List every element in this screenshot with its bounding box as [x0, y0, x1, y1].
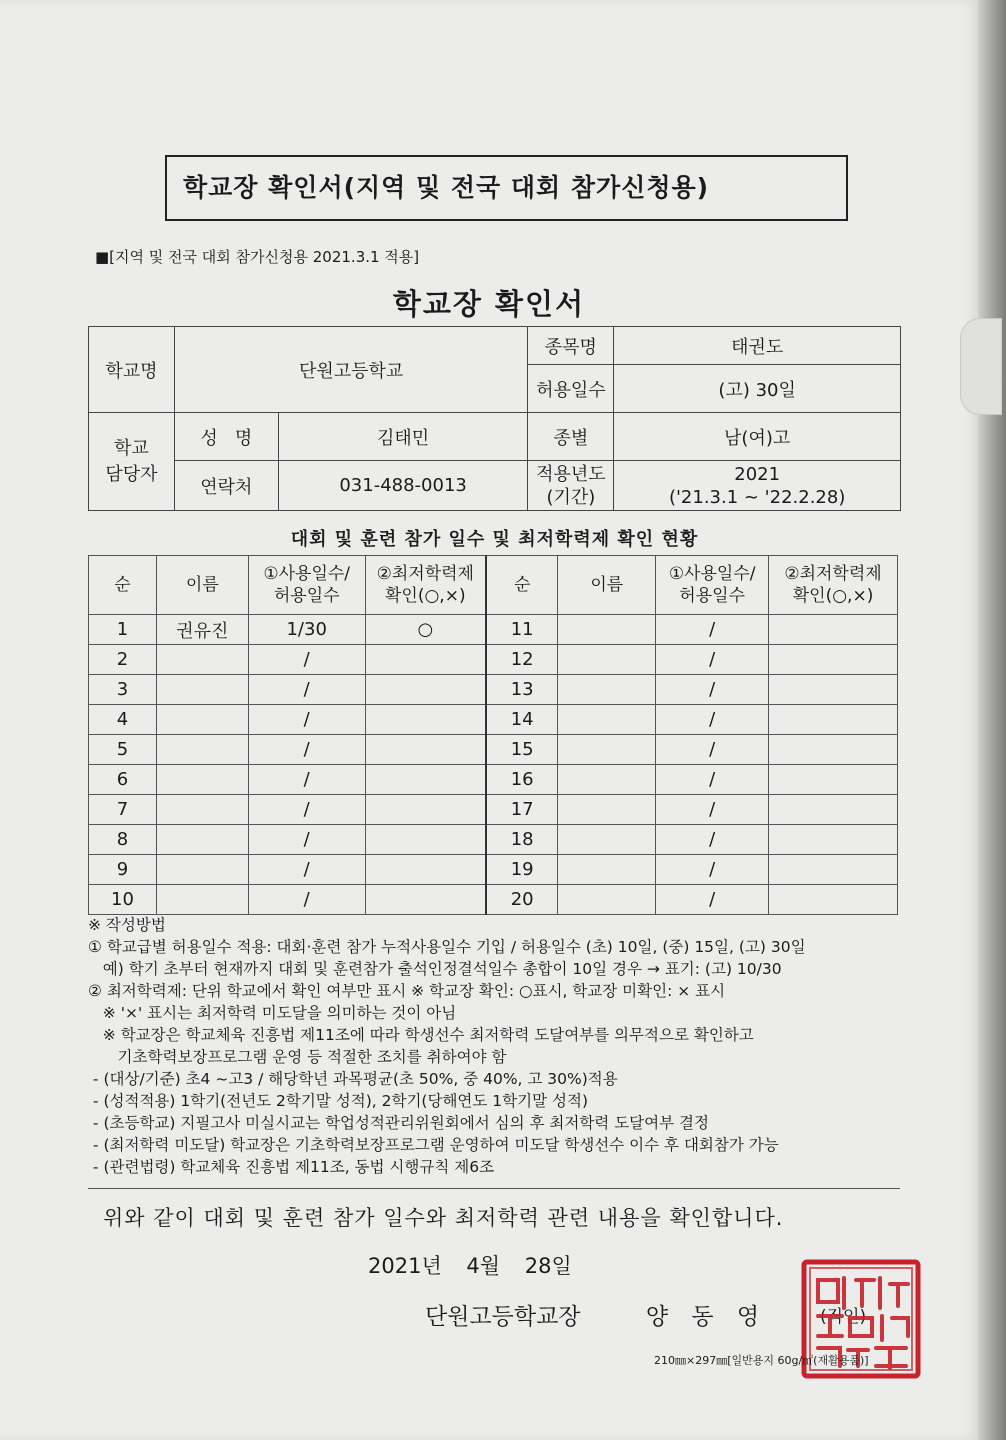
row-check-right — [769, 705, 898, 735]
row-name-right — [558, 735, 656, 765]
header-days-line2: 허용일수 — [273, 586, 340, 606]
phone-label: 연락처 — [174, 461, 278, 511]
name-value: 김태민 — [278, 413, 528, 461]
header-days-line1: ①사용일수/ — [263, 564, 351, 584]
header-check-line1: ②최저학력제 — [376, 564, 474, 584]
row-name-right — [558, 825, 656, 855]
row-days-right: / — [656, 705, 769, 735]
seal-mark-text: (직인) — [820, 1307, 867, 1327]
row-number-right: 11 — [486, 615, 558, 645]
row-number: 5 — [89, 735, 157, 765]
next-sheet-edge — [978, 0, 1006, 1440]
row-days-right: / — [656, 855, 769, 885]
info-table — [88, 326, 901, 511]
signature-line — [425, 1298, 785, 1331]
header-name: 이름 — [156, 556, 248, 615]
header-no-right: 순 — [486, 556, 558, 615]
row-name — [156, 645, 248, 675]
school-value: 단원고등학교 — [174, 327, 528, 413]
row-number-right: 12 — [486, 645, 558, 675]
row-days: / — [248, 705, 365, 735]
category-value: 남(여)고 — [614, 413, 901, 461]
year-label — [528, 461, 614, 511]
table-row — [89, 795, 898, 825]
row-name: 권유진 — [156, 615, 248, 645]
row-name-right — [558, 795, 656, 825]
note-line: ※ 작성방법 — [88, 916, 166, 934]
row-days: / — [248, 645, 365, 675]
row-days-right: / — [656, 795, 769, 825]
writing-instructions — [88, 914, 908, 1178]
phone-value: 031-488-0013 — [278, 461, 528, 511]
table-row — [89, 735, 898, 765]
row-days-right: / — [656, 825, 769, 855]
row-number: 1 — [89, 615, 157, 645]
table-row — [89, 855, 898, 885]
row-days-right: / — [656, 615, 769, 645]
allowed-days-label: 허용일수 — [528, 365, 614, 413]
table-row — [89, 765, 898, 795]
row-number-right: 14 — [486, 705, 558, 735]
row-check — [365, 735, 486, 765]
page-title: 학교장 확인서 — [392, 287, 586, 321]
school-label: 학교명 — [89, 327, 175, 413]
row-number-right: 16 — [486, 765, 558, 795]
table-row — [89, 705, 898, 735]
row-days-right: / — [656, 735, 769, 765]
row-number-right: 15 — [486, 735, 558, 765]
table-row — [89, 825, 898, 855]
row-number-right: 17 — [486, 795, 558, 825]
row-days: / — [248, 855, 365, 885]
header-title-box — [165, 155, 848, 221]
header-title: 학교장 확인서(지역 및 전국 대회 참가신청용) — [183, 173, 710, 202]
header-name-right: 이름 — [558, 556, 656, 615]
row-check-right — [769, 765, 898, 795]
year-value-2: ('21.3.1 ~ '22.2.28) — [668, 486, 846, 508]
header-no: 순 — [89, 556, 157, 615]
category-label: 종별 — [528, 413, 614, 461]
allowed-days-value: (고) 30일 — [614, 365, 901, 413]
school-head-title: 단원고등학교장 — [425, 1304, 581, 1330]
header-days — [248, 556, 365, 615]
header-check — [365, 556, 486, 615]
row-number-right: 20 — [486, 885, 558, 915]
row-name — [156, 885, 248, 915]
row-check — [365, 765, 486, 795]
row-name-right — [558, 855, 656, 885]
row-name-right — [558, 645, 656, 675]
row-check — [365, 885, 486, 915]
note-line: - (초등학교) 지필고사 미실시교는 학업성적관리위원회에서 심의 후 최저학력 도달여부 결정 — [88, 1114, 709, 1132]
row-days: / — [248, 825, 365, 855]
divider — [88, 1188, 900, 1189]
event-label: 종목명 — [528, 327, 614, 365]
row-check — [365, 795, 486, 825]
row-check-right — [769, 855, 898, 885]
row-days-right: / — [656, 645, 769, 675]
row-check-right — [769, 735, 898, 765]
note-line: ① 학교급별 허용일수 적용: 대회·훈련 참가 누적사용일수 기입 / 허용일수 (초) 10일, (중) 15일, (고) 30일 — [88, 938, 806, 956]
header-check-right-line2: 확인(○,×) — [792, 586, 874, 606]
contact-person-label: 학교 담당자 — [89, 413, 175, 511]
year-label-2: (기간) — [546, 486, 596, 508]
header-check-right — [769, 556, 898, 615]
note-line: - (관련법령) 학교체육 진흥법 제11조, 동법 시행규칙 제6조 — [88, 1158, 495, 1176]
row-number: 7 — [89, 795, 157, 825]
row-check: ○ — [365, 615, 486, 645]
table-row — [89, 615, 898, 645]
row-name — [156, 795, 248, 825]
header-check-line2: 확인(○,×) — [385, 586, 466, 606]
row-name — [156, 735, 248, 765]
row-check-right — [769, 885, 898, 915]
year-value-1: 2021 — [734, 463, 781, 485]
header-days-right — [656, 556, 769, 615]
row-check-right — [769, 795, 898, 825]
row-number-right: 19 — [486, 855, 558, 885]
status-table — [88, 555, 898, 915]
name-label: 성 명 — [174, 413, 278, 461]
row-name — [156, 855, 248, 885]
status-table-caption: 대회 및 훈련 참가 일수 및 최저학력제 확인 현황 — [290, 529, 699, 550]
row-check — [365, 855, 486, 885]
date-day: 28일 — [524, 1254, 572, 1278]
note-line: ※ '×' 표시는 최저학력 미도달을 의미하는 것이 아님 — [88, 1004, 457, 1022]
row-check-right — [769, 645, 898, 675]
row-days: 1/30 — [248, 615, 365, 645]
note-line: 예) 학기 초부터 현재까지 대회 및 훈련참가 출석인정결석일수 총합이 10일 경우 → 표기: (고) 10/30 — [88, 960, 782, 978]
row-days: / — [248, 885, 365, 915]
row-check — [365, 645, 486, 675]
row-number-right: 18 — [486, 825, 558, 855]
row-days: / — [248, 735, 365, 765]
confirmation-statement: 위와 같이 대회 및 훈련 참가 일수와 최저학력 관련 내용을 확인합니다. — [103, 1206, 784, 1230]
row-name-right — [558, 885, 656, 915]
status-table-header — [89, 556, 898, 615]
row-check-right — [769, 675, 898, 705]
row-number: 3 — [89, 675, 157, 705]
row-number: 8 — [89, 825, 157, 855]
row-days-right: / — [656, 885, 769, 915]
row-days-right: / — [656, 675, 769, 705]
row-name-right — [558, 615, 656, 645]
note-line: 기초학력보장프로그램 운영 등 적절한 조치를 취하여야 함 — [88, 1048, 507, 1066]
row-days: / — [248, 765, 365, 795]
note-line: - (성적적용) 1학기(전년도 2학기말 성적), 2학기(당해연도 1학기말 성적) — [88, 1092, 588, 1110]
note-line: ※ 학교장은 학교체육 진흥법 제11조에 따라 학생선수 최저학력 도달여부를 의무적으로 확인하고 — [88, 1026, 754, 1044]
row-check-right — [769, 615, 898, 645]
row-number: 10 — [89, 885, 157, 915]
row-name — [156, 675, 248, 705]
year-label-1: 적용년도 — [536, 463, 606, 485]
table-row — [89, 675, 898, 705]
row-number: 4 — [89, 705, 157, 735]
row-name-right — [558, 705, 656, 735]
row-name — [156, 825, 248, 855]
row-days-right: / — [656, 765, 769, 795]
row-name — [156, 765, 248, 795]
paper-spec-note: 210㎜×297㎜[일반용지 60g/㎡(재활용품)] — [654, 1354, 869, 1367]
note-line: - (대상/기준) 초4 ~고3 / 해당학년 과목평균(초 50%, 중 40%, 고 30%)적용 — [88, 1070, 618, 1088]
row-number: 6 — [89, 765, 157, 795]
row-name-right — [558, 675, 656, 705]
row-name-right — [558, 765, 656, 795]
header-check-right-line1: ②최저학력제 — [784, 564, 882, 584]
date-year: 2021년 — [368, 1254, 442, 1278]
row-check — [365, 705, 486, 735]
note-line: - (최저학력 미도달) 학교장은 기초학력보장프로그램 운영하여 미도달 학생선수 이수 후 대회참가 가능 — [88, 1136, 779, 1154]
row-number: 2 — [89, 645, 157, 675]
header-days-right-line2: 허용일수 — [679, 586, 745, 606]
row-check-right — [769, 825, 898, 855]
header-days-right-line1: ①사용일수/ — [668, 564, 756, 584]
row-number-right: 13 — [486, 675, 558, 705]
issue-date — [368, 1250, 572, 1280]
row-check — [365, 675, 486, 705]
row-days: / — [248, 675, 365, 705]
event-value: 태권도 — [614, 327, 901, 365]
date-month: 4월 — [466, 1254, 501, 1278]
row-number: 9 — [89, 855, 157, 885]
table-row — [89, 885, 898, 915]
folder-tab — [960, 318, 1002, 415]
year-value — [614, 461, 901, 511]
row-name — [156, 705, 248, 735]
table-row — [89, 645, 898, 675]
principal-name: 양 동 영 — [645, 1304, 768, 1330]
note-line: ② 최저학력제: 단위 학교에서 확인 여부만 표시 ※ 학교장 확인: ○표시, 학교장 미확인: × 표시 — [88, 982, 726, 1000]
row-check — [365, 825, 486, 855]
sub-header: ■[지역 및 전국 대회 참가신청용 2021.3.1 적용] — [95, 248, 420, 266]
row-days: / — [248, 795, 365, 825]
